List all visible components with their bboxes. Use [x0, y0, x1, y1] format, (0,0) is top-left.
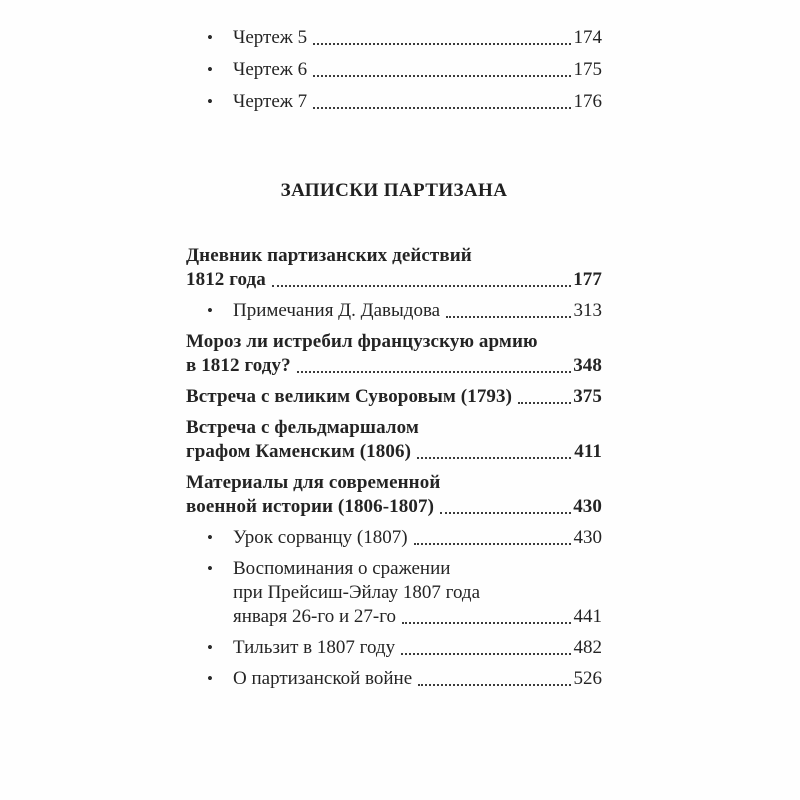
dot-leader [440, 299, 572, 323]
bullet-icon: • [207, 528, 213, 547]
entry-title: 1812 года [186, 269, 266, 290]
entry-title: Примечания Д. Давыдова [233, 300, 441, 321]
dot-leader [512, 385, 572, 409]
dot-leader [412, 667, 572, 691]
entry-title: Встреча с фельдмаршалом [186, 417, 419, 438]
dot-leader [395, 636, 572, 660]
toc-entry [186, 526, 602, 550]
page-number: 348 [573, 355, 602, 376]
entry-title: Урок сорванцу (1807) [233, 527, 408, 548]
dot-leader [411, 440, 572, 464]
page-number: 177 [573, 269, 602, 290]
entry-title: графом Каменским (1806) [186, 441, 411, 462]
entry-title: в 1812 году? [186, 355, 291, 376]
bullet-icon: • [207, 28, 213, 47]
toc-item [186, 58, 602, 82]
page-number: 411 [574, 441, 602, 462]
toc-entry [186, 416, 602, 464]
bullet-icon: • [207, 92, 213, 111]
entry-title: Чертеж 7 [233, 91, 308, 112]
page-number: 482 [573, 637, 602, 658]
entry-title: Тильзит в 1807 году [233, 637, 396, 658]
page-number: 175 [573, 59, 602, 80]
entry-title: Воспоминания о сражении [233, 558, 451, 579]
dot-leader [307, 90, 572, 114]
page-number: 430 [573, 527, 602, 548]
page-number: 375 [573, 386, 602, 407]
entry-title: Встреча с великим Суворовым (1793) [186, 386, 513, 407]
dot-leader [291, 354, 572, 378]
entry-title: Чертеж 5 [233, 27, 308, 48]
bullet-icon: • [207, 559, 213, 578]
dot-leader [396, 605, 572, 629]
toc-entry [186, 299, 602, 323]
bullet-icon: • [207, 60, 213, 79]
page-number: 313 [573, 300, 602, 321]
toc-entry [186, 385, 602, 409]
toc-entry [186, 244, 602, 292]
table-of-contents [186, 26, 602, 698]
dot-leader [434, 495, 572, 519]
toc-entry [186, 557, 602, 629]
entry-title: О партизанской войне [233, 668, 413, 689]
dot-leader [408, 526, 572, 550]
entry-title: военной истории (1806-1807) [186, 496, 435, 517]
entry-title: Материалы для современной [186, 472, 441, 493]
toc-entry [186, 636, 602, 660]
entry-title: при Прейсиш-Эйлау 1807 года [233, 582, 480, 603]
page-number: 526 [573, 668, 602, 689]
dot-leader [307, 26, 572, 50]
page-number: 430 [573, 496, 602, 517]
toc-item [186, 90, 602, 114]
entry-title: Дневник партизанских действий [186, 245, 472, 266]
toc-item [186, 26, 602, 50]
entry-title: января 26-го и 27-го [233, 606, 397, 627]
dot-leader [266, 268, 572, 292]
page-number: 174 [573, 27, 602, 48]
bullet-icon: • [207, 638, 213, 657]
dot-leader [307, 58, 572, 82]
toc-entry [186, 471, 602, 519]
bullet-icon: • [207, 301, 213, 320]
page-number: 176 [573, 91, 602, 112]
toc-entry [186, 330, 602, 378]
entry-title: Чертеж 6 [233, 59, 308, 80]
bullet-icon: • [207, 669, 213, 688]
section-heading: ЗАПИСКИ ПАРТИЗАНА [280, 180, 508, 201]
entry-title: Мороз ли истребил французскую армию [186, 331, 538, 352]
toc-entry [186, 667, 602, 691]
page-number: 441 [573, 606, 602, 627]
